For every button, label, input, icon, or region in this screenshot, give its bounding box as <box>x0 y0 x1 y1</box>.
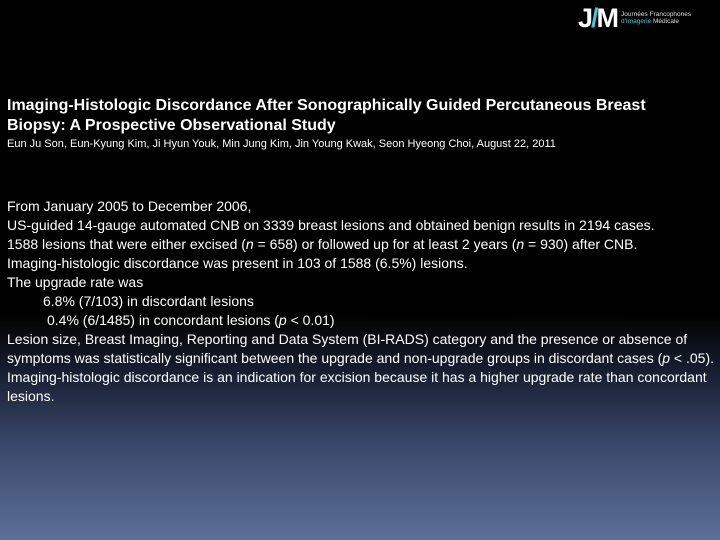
logo-mark <box>578 3 617 33</box>
logo-text-blue: d'Imagerie <box>621 18 652 25</box>
body-line-8: Lesion size, Breast Imaging, Reporting and Data System (BI-RADS) category and the presence or absence of symptoms was statistically significant between the upgrade and non-upgrade groups in discordant cases (p < .05). <box>7 331 715 366</box>
jfim-logo <box>578 3 718 33</box>
logo-text <box>621 11 691 26</box>
body-line-7: 0.4% (6/1485) in concordant lesions (p < 0.01) <box>47 312 335 328</box>
body-line-1: From January 2005 to December 2006, <box>7 198 252 214</box>
body-line-3: 1588 lesions that were either excised (n = 658) or followed up for at least 2 years (n = 930) after CNB. <box>7 236 638 252</box>
body-line-2: US-guided 14-gauge automated CNB on 3339 breast lesions and obtained benign results in 2194 cases. <box>7 217 655 233</box>
body-line-9: Imaging-histologic discordance is an indication for excision because it has a higher upgrade rate than concordant lesions. <box>7 369 707 404</box>
logo-mark-j: J <box>578 3 592 33</box>
slide-authors: Eun Ju Son, Eun-Kyung Kim, Ji Hyun Youk, Min Jung Kim, Jin Young Kwak, Seon Hyeong Choi, August 22, 2011 <box>7 138 556 150</box>
slide-body <box>7 197 717 406</box>
logo-text-rest: Médicale <box>651 18 680 25</box>
body-line-4: Imaging-histologic discordance was present in 103 of 1588 (6.5%) lesions. <box>7 255 468 271</box>
logo-text-line1: Journées Francophones <box>621 10 692 18</box>
body-line-6: 6.8% (7/103) in discordant lesions <box>43 293 254 309</box>
logo-mark-slash: / <box>591 3 597 33</box>
logo-mark-m: M <box>596 3 618 33</box>
logo-text-line2 <box>621 18 691 26</box>
body-line-5: The upgrade rate was <box>7 274 144 290</box>
slide-title: Imaging-Histologic Discordance After Sonographically Guided Percutaneous Breast Biopsy: A Prospective Observational Study <box>7 97 646 134</box>
